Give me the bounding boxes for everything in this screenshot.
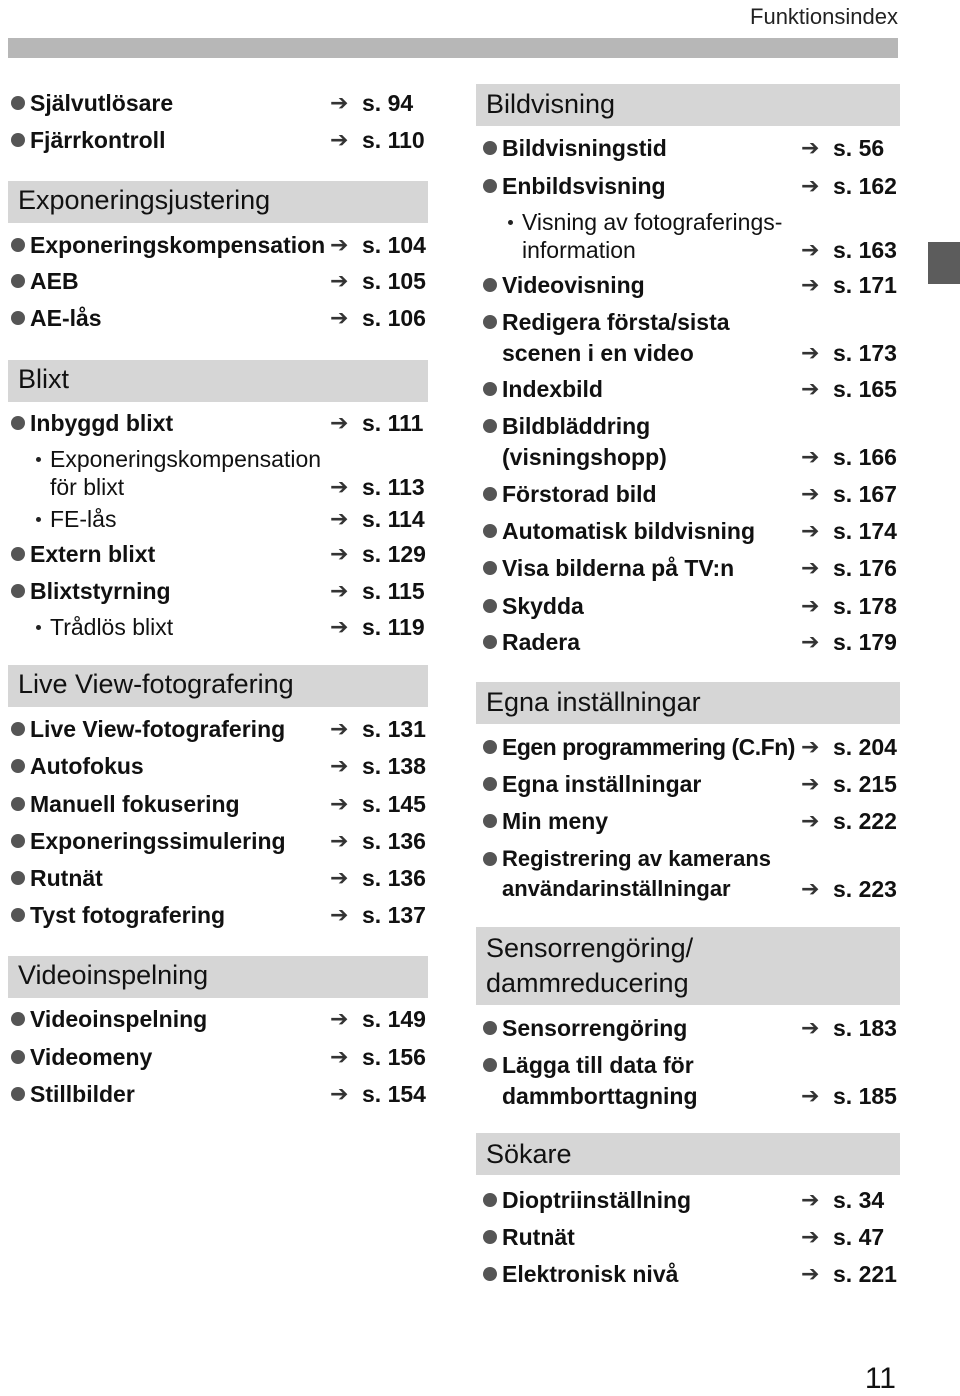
arrow-icon: ➔ xyxy=(801,876,820,901)
bullet-icon xyxy=(483,382,497,396)
index-entry-continued[interactable] xyxy=(476,874,900,904)
entry-label: Blixtstyrning xyxy=(30,578,171,604)
index-entry[interactable] xyxy=(8,826,428,856)
page-ref: s. 179 xyxy=(833,629,897,655)
index-entry[interactable] xyxy=(8,230,428,260)
arrow-icon: ➔ xyxy=(330,791,349,816)
index-entry[interactable] xyxy=(476,553,900,583)
entry-label: Indexbild xyxy=(502,376,603,402)
index-entry[interactable] xyxy=(8,751,428,781)
entry-label: Exponeringssimulering xyxy=(30,828,286,854)
bullet-icon xyxy=(483,1267,497,1281)
entry-label: Trådlös blixt xyxy=(50,614,174,640)
page-ref: s. 215 xyxy=(833,771,897,797)
index-subentry-continued[interactable] xyxy=(476,235,900,265)
entry-label: Självutlösare xyxy=(30,90,174,116)
index-entry[interactable] xyxy=(476,769,900,799)
section-title: Exponeringsjustering xyxy=(8,181,428,223)
index-entry[interactable] xyxy=(476,171,900,201)
page-ref: s. 113 xyxy=(362,474,425,500)
entry-label: Manuell fokusering xyxy=(30,791,240,817)
entry-label: Förstorad bild xyxy=(502,481,657,507)
entry-label: Bildbläddring xyxy=(502,413,651,439)
bullet-icon xyxy=(483,1193,497,1207)
bullet-icon xyxy=(483,740,497,754)
entry-label: Inbyggd blixt xyxy=(30,410,174,436)
entry-label: Stillbilder xyxy=(30,1081,135,1107)
entry-label: Elektronisk nivå xyxy=(502,1261,679,1287)
entry-label: Exponeringskompensation xyxy=(50,446,322,472)
section-title-line2: dammreducering xyxy=(486,968,689,998)
page-ref: s. 162 xyxy=(833,173,897,199)
bullet-icon xyxy=(483,1230,497,1244)
arrow-icon: ➔ xyxy=(801,1187,820,1212)
arrow-icon: ➔ xyxy=(801,808,820,833)
index-entry[interactable] xyxy=(8,1004,428,1034)
arrow-icon: ➔ xyxy=(801,555,820,580)
arrow-icon: ➔ xyxy=(330,1044,349,1069)
index-entry-continued[interactable] xyxy=(476,338,900,368)
entry-label: Tyst fotografering xyxy=(30,902,226,928)
arrow-icon: ➔ xyxy=(330,232,349,257)
bullet-icon xyxy=(483,1021,497,1035)
page-ref: s. 136 xyxy=(362,865,426,891)
bullet-icon xyxy=(11,759,25,773)
entry-label: Min meny xyxy=(502,808,609,834)
arrow-icon: ➔ xyxy=(330,541,349,566)
index-entry-continued[interactable] xyxy=(476,1081,900,1111)
arrow-icon: ➔ xyxy=(801,376,820,401)
bullet-icon xyxy=(483,561,497,575)
entry-label: Registrering av kamerans xyxy=(502,846,772,871)
index-entry[interactable] xyxy=(476,732,900,762)
page-ref: s. 163 xyxy=(833,237,897,263)
index-entry[interactable] xyxy=(8,88,428,118)
entry-label: Autofokus xyxy=(30,753,144,779)
page-ref: s. 154 xyxy=(362,1081,426,1107)
arrow-icon: ➔ xyxy=(801,1083,820,1108)
index-entry[interactable] xyxy=(8,576,428,606)
page-ref: s. 34 xyxy=(833,1187,885,1213)
section-title: Blixt xyxy=(8,360,428,402)
page-ref: s. 171 xyxy=(833,272,897,298)
bullet-icon xyxy=(11,311,25,325)
bullet-icon xyxy=(483,419,497,433)
entry-label: Visning av fotograferings- xyxy=(522,209,783,235)
bullet-icon xyxy=(11,722,25,736)
index-entry[interactable] xyxy=(8,1042,428,1072)
page-ref: s. 94 xyxy=(362,90,414,116)
arrow-icon: ➔ xyxy=(330,268,349,293)
entry-label: Videomeny xyxy=(30,1044,153,1070)
index-entry[interactable] xyxy=(476,1050,900,1080)
index-entry[interactable] xyxy=(8,714,428,744)
entry-label: Automatisk bildvisning xyxy=(502,518,756,544)
bullet-icon xyxy=(11,1087,25,1101)
entry-label-continued: scenen i en video xyxy=(502,340,694,366)
entry-label: Rutnät xyxy=(30,865,103,891)
page-ref: s. 156 xyxy=(362,1044,426,1070)
arrow-icon: ➔ xyxy=(801,481,820,506)
index-entry[interactable] xyxy=(476,133,900,163)
bullet-icon xyxy=(483,635,497,649)
section-title: Egna inställningar xyxy=(476,682,900,724)
page-ref: s. 131 xyxy=(362,716,426,742)
arrow-icon: ➔ xyxy=(330,506,349,531)
bullet-icon xyxy=(483,487,497,501)
page-ref: s. 106 xyxy=(362,305,426,331)
entry-label-continued: information xyxy=(522,237,636,263)
entry-label: AE-lås xyxy=(30,305,102,331)
page-number: 11 xyxy=(864,1362,896,1395)
arrow-icon: ➔ xyxy=(330,828,349,853)
index-subentry[interactable] xyxy=(8,504,428,534)
index-subentry[interactable] xyxy=(8,612,428,642)
arrow-icon: ➔ xyxy=(801,518,820,543)
index-entry[interactable] xyxy=(476,1185,900,1215)
arrow-icon: ➔ xyxy=(330,614,349,639)
arrow-icon: ➔ xyxy=(801,173,820,198)
page-ref: s. 221 xyxy=(833,1261,897,1287)
bullet-icon xyxy=(11,584,25,598)
index-entry[interactable] xyxy=(476,806,900,836)
bullet-icon xyxy=(11,908,25,922)
arrow-icon: ➔ xyxy=(330,1006,349,1031)
arrow-icon: ➔ xyxy=(801,1261,820,1286)
arrow-icon: ➔ xyxy=(801,340,820,365)
page-ref: s. 129 xyxy=(362,541,426,567)
index-entry[interactable] xyxy=(476,1259,900,1289)
bullet-icon xyxy=(508,220,513,225)
index-entry[interactable] xyxy=(476,270,900,300)
arrow-icon: ➔ xyxy=(801,771,820,796)
entry-label-continued: för blixt xyxy=(50,474,125,500)
page-ref: s. 114 xyxy=(362,506,425,532)
arrow-icon: ➔ xyxy=(330,305,349,330)
entry-label: Exponeringskompensation xyxy=(30,232,326,258)
arrow-icon: ➔ xyxy=(330,753,349,778)
bullet-icon xyxy=(11,834,25,848)
arrow-icon: ➔ xyxy=(801,444,820,469)
entry-label: Lägga till data för xyxy=(502,1052,694,1078)
entry-label: Extern blixt xyxy=(30,541,156,567)
bullet-icon xyxy=(11,238,25,252)
section-title: Sökare xyxy=(476,1133,900,1175)
bullet-icon xyxy=(11,274,25,288)
entry-label: Live View-fotografering xyxy=(30,716,286,742)
index-entry[interactable] xyxy=(8,408,428,438)
page-ref: s. 105 xyxy=(362,268,426,294)
arrow-icon: ➔ xyxy=(330,902,349,927)
page-ref: s. 137 xyxy=(362,902,426,928)
bullet-icon xyxy=(11,96,25,110)
entry-label: Dioptriinställning xyxy=(502,1187,692,1213)
bullet-icon xyxy=(36,457,41,462)
entry-label: Fjärrkontroll xyxy=(30,127,166,153)
bullet-icon xyxy=(483,814,497,828)
page-ref: s. 223 xyxy=(833,876,897,902)
entry-label: Skydda xyxy=(502,593,584,619)
bullet-icon xyxy=(11,1012,25,1026)
arrow-icon: ➔ xyxy=(801,272,820,297)
index-entry[interactable] xyxy=(8,863,428,893)
index-entry[interactable] xyxy=(476,844,900,874)
index-subentry-continued[interactable] xyxy=(8,472,428,502)
bullet-icon xyxy=(483,852,497,866)
bullet-icon xyxy=(11,416,25,430)
bullet-icon xyxy=(11,797,25,811)
arrow-icon: ➔ xyxy=(330,90,349,115)
page-ref: s. 167 xyxy=(833,481,897,507)
index-entry[interactable] xyxy=(8,125,428,155)
arrow-icon: ➔ xyxy=(801,135,820,160)
bullet-icon xyxy=(483,524,497,538)
page-ref: s. 173 xyxy=(833,340,897,366)
entry-label: AEB xyxy=(30,268,79,294)
index-entry[interactable] xyxy=(476,307,900,337)
entry-label-continued: användarinställningar xyxy=(502,876,731,901)
bullet-icon xyxy=(11,133,25,147)
arrow-icon: ➔ xyxy=(801,1224,820,1249)
arrow-icon: ➔ xyxy=(330,410,349,435)
index-subentry[interactable] xyxy=(476,207,900,237)
arrow-icon: ➔ xyxy=(330,127,349,152)
page-ref: s. 110 xyxy=(362,127,425,153)
index-entry[interactable] xyxy=(8,789,428,819)
bullet-icon xyxy=(483,179,497,193)
entry-label: Videovisning xyxy=(502,272,645,298)
entry-label: Rutnät xyxy=(502,1224,575,1250)
arrow-icon: ➔ xyxy=(801,237,820,262)
index-entry[interactable] xyxy=(476,374,900,404)
entry-label-continued: dammborttagning xyxy=(502,1083,698,1109)
entry-label: Redigera första/sista xyxy=(502,309,730,335)
index-subentry[interactable] xyxy=(8,444,428,474)
page-ref: s. 104 xyxy=(362,232,426,258)
arrow-icon: ➔ xyxy=(330,474,349,499)
bullet-icon xyxy=(483,315,497,329)
index-entry[interactable] xyxy=(8,900,428,930)
index-entry[interactable] xyxy=(8,266,428,296)
section-title: Bildvisning xyxy=(476,84,900,126)
bullet-icon xyxy=(483,141,497,155)
index-entry[interactable] xyxy=(476,1013,900,1043)
page-ref: s. 185 xyxy=(833,1083,897,1109)
entry-label: Sensorrengöring xyxy=(502,1015,688,1041)
entry-label: Videoinspelning xyxy=(30,1006,208,1032)
arrow-icon: ➔ xyxy=(801,734,820,759)
entry-label: Radera xyxy=(502,629,580,655)
bullet-icon xyxy=(483,278,497,292)
index-entry[interactable] xyxy=(476,627,900,657)
entry-label: Enbildsvisning xyxy=(502,173,666,199)
page-ref: s. 56 xyxy=(833,135,885,161)
page-ref: s. 174 xyxy=(833,518,897,544)
page-ref: s. 115 xyxy=(362,578,425,604)
index-entry[interactable] xyxy=(476,1222,900,1252)
page-ref: s. 183 xyxy=(833,1015,897,1041)
index-entry[interactable] xyxy=(476,591,900,621)
index-entry[interactable] xyxy=(8,303,428,333)
page-ref: s. 111 xyxy=(362,410,424,436)
page-ref: s. 119 xyxy=(362,614,425,640)
page-ref: s. 222 xyxy=(833,808,897,834)
index-entry[interactable] xyxy=(476,479,900,509)
page-ref: s. 149 xyxy=(362,1006,426,1032)
chapter-tab xyxy=(928,242,960,284)
bullet-icon xyxy=(36,517,41,522)
index-entry[interactable] xyxy=(8,1079,428,1109)
arrow-icon: ➔ xyxy=(330,716,349,741)
arrow-icon: ➔ xyxy=(330,578,349,603)
arrow-icon: ➔ xyxy=(801,593,820,618)
entry-label: FE-lås xyxy=(50,506,117,532)
bullet-icon xyxy=(11,1050,25,1064)
index-entry[interactable] xyxy=(476,516,900,546)
page-ref: s. 166 xyxy=(833,444,897,470)
bullet-icon xyxy=(483,1058,497,1072)
entry-label: Visa bilderna på TV:n xyxy=(502,555,735,581)
section-title xyxy=(476,927,900,1005)
arrow-icon: ➔ xyxy=(330,1081,349,1106)
page-ref: s. 138 xyxy=(362,753,426,779)
page-ref: s. 136 xyxy=(362,828,426,854)
page-ref: s. 176 xyxy=(833,555,897,581)
page-ref: s. 145 xyxy=(362,791,426,817)
page-ref: s. 204 xyxy=(833,734,897,760)
section-title-line1: Sensorrengöring/ xyxy=(486,933,694,963)
running-head: Funktionsindex xyxy=(750,4,898,29)
entry-label: Bildvisningstid xyxy=(502,135,667,161)
arrow-icon: ➔ xyxy=(801,629,820,654)
bullet-icon xyxy=(483,599,497,613)
arrow-icon: ➔ xyxy=(330,865,349,890)
entry-label-continued: (visningshopp) xyxy=(502,444,667,470)
bullet-icon xyxy=(483,777,497,791)
index-entry-continued[interactable] xyxy=(476,442,900,472)
section-title: Live View-fotografering xyxy=(8,665,428,707)
section-title: Videoinspelning xyxy=(8,956,428,998)
page-ref: s. 178 xyxy=(833,593,897,619)
index-entry[interactable] xyxy=(8,539,428,569)
bullet-icon xyxy=(11,871,25,885)
page-ref: s. 165 xyxy=(833,376,897,402)
index-entry[interactable] xyxy=(476,411,900,441)
header-bar xyxy=(8,38,898,58)
bullet-icon xyxy=(11,547,25,561)
page-ref: s. 47 xyxy=(833,1224,885,1250)
bullet-icon xyxy=(36,625,41,630)
arrow-icon: ➔ xyxy=(801,1015,820,1040)
entry-label: Egna inställningar xyxy=(502,771,702,797)
entry-label: Egen programmering (C.Fn) xyxy=(502,734,795,760)
